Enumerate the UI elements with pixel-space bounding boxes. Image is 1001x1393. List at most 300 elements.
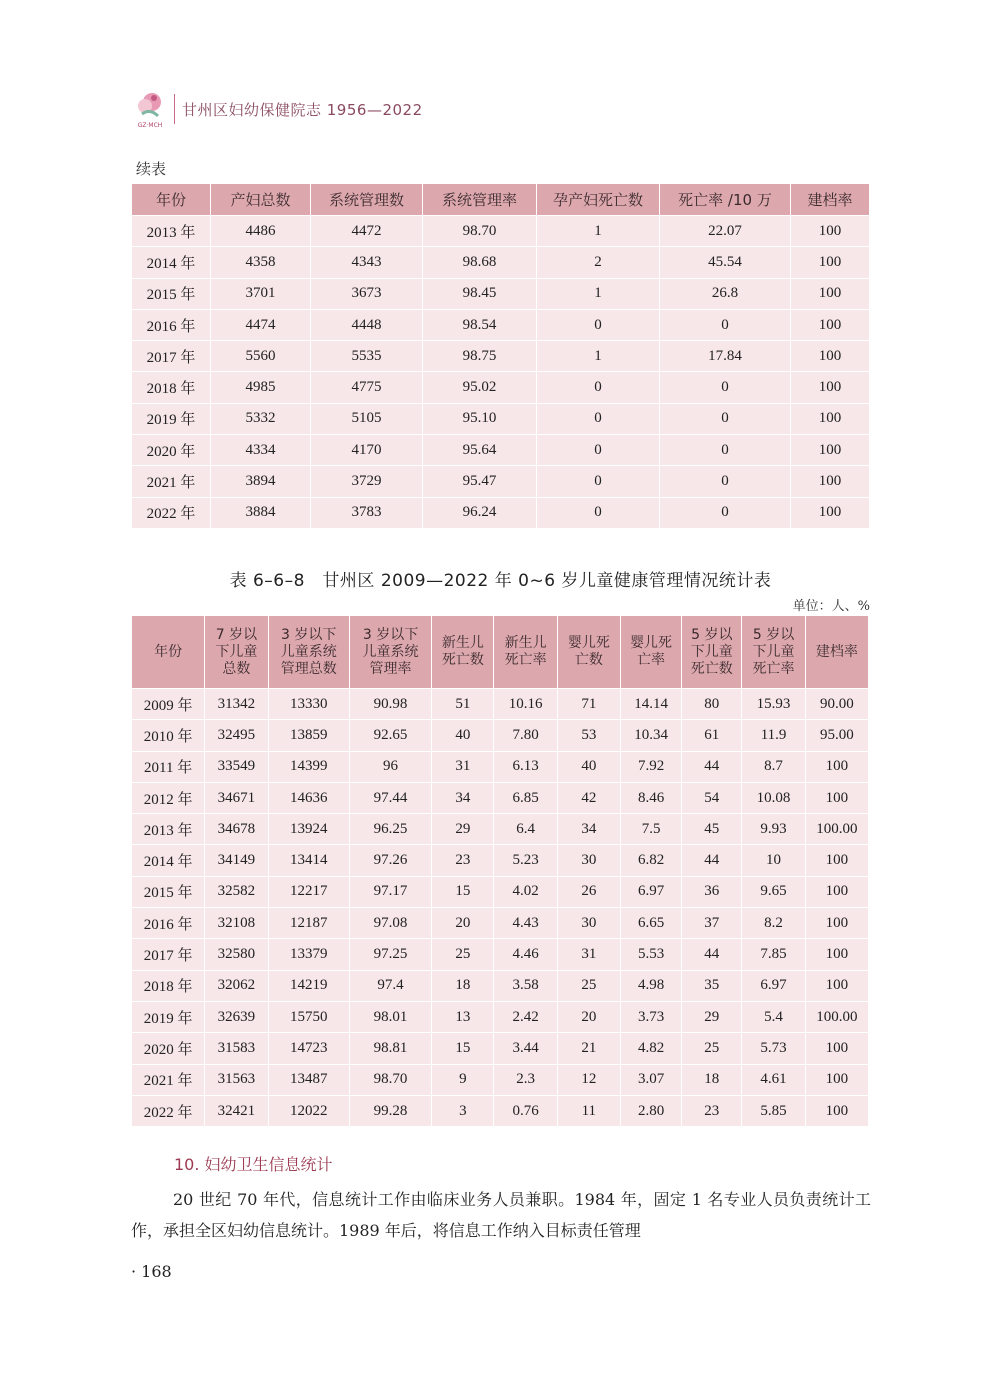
table-cell: 97.26 bbox=[349, 845, 431, 876]
column-header-line: 建档率 bbox=[815, 643, 858, 660]
table-row bbox=[132, 814, 869, 845]
table-cell: 25 bbox=[682, 1033, 742, 1064]
table-cell: 6.4 bbox=[494, 814, 557, 845]
table-cell: 40 bbox=[557, 751, 620, 782]
table-row bbox=[132, 782, 869, 813]
table-cell: 30 bbox=[557, 845, 620, 876]
table-row bbox=[132, 1001, 869, 1032]
column-header bbox=[805, 616, 868, 689]
year-cell: 2015 年 bbox=[132, 278, 211, 309]
table-cell: 37 bbox=[682, 908, 742, 939]
table-cell: 8.2 bbox=[742, 908, 805, 939]
table-row bbox=[132, 497, 870, 528]
table-cell: 12 bbox=[557, 1064, 620, 1095]
table-cell: 5560 bbox=[211, 341, 311, 372]
year-cell: 2021 年 bbox=[132, 466, 211, 497]
table-cell: 4486 bbox=[211, 216, 311, 247]
table-cell: 0.76 bbox=[494, 1095, 557, 1126]
column-header-line: 下儿童 bbox=[690, 643, 733, 660]
table-cell: 4474 bbox=[211, 309, 311, 340]
column-header bbox=[494, 616, 557, 689]
table-cell: 98.45 bbox=[423, 278, 537, 309]
column-header-line: 年份 bbox=[154, 643, 183, 660]
table-cell: 9.65 bbox=[742, 876, 805, 907]
table-cell: 90.98 bbox=[349, 689, 431, 720]
table-cell: 99.28 bbox=[349, 1095, 431, 1126]
table-cell: 30 bbox=[557, 908, 620, 939]
table-cell: 98.75 bbox=[423, 341, 537, 372]
table-cell: 10.08 bbox=[742, 782, 805, 813]
table-cell: 96.24 bbox=[423, 497, 537, 528]
table-cell: 26.8 bbox=[660, 278, 791, 309]
table-cell: 54 bbox=[682, 782, 742, 813]
table-cell: 71 bbox=[557, 689, 620, 720]
table-cell: 98.70 bbox=[423, 216, 537, 247]
table-cell: 6.13 bbox=[494, 751, 557, 782]
table-cell: 100 bbox=[791, 435, 870, 466]
column-header bbox=[349, 616, 431, 689]
column-header-line: 管理总数 bbox=[280, 660, 337, 677]
column-header-line: 7 岁以 bbox=[215, 626, 258, 643]
year-cell: 2011 年 bbox=[132, 751, 205, 782]
table-cell: 34 bbox=[432, 782, 494, 813]
table-cell: 0 bbox=[660, 372, 791, 403]
year-cell: 2012 年 bbox=[132, 782, 205, 813]
column-header-line: 新生儿 bbox=[441, 635, 484, 651]
table-cell: 12217 bbox=[268, 876, 349, 907]
year-cell: 2014 年 bbox=[132, 845, 205, 876]
table-cell: 96.25 bbox=[349, 814, 431, 845]
table-cell: 6.97 bbox=[620, 876, 681, 907]
table-cell: 4.46 bbox=[494, 939, 557, 970]
column-header bbox=[620, 616, 681, 689]
table-cell: 14.14 bbox=[620, 689, 681, 720]
table-cell: 1 bbox=[537, 216, 660, 247]
table-cell: 36 bbox=[682, 876, 742, 907]
table-cell: 34678 bbox=[205, 814, 268, 845]
table-cell: 40 bbox=[432, 720, 494, 751]
table-cell: 34671 bbox=[205, 782, 268, 813]
table-cell: 3.07 bbox=[620, 1064, 681, 1095]
table-cell: 5.4 bbox=[742, 1001, 805, 1032]
table-cell: 32639 bbox=[205, 1001, 268, 1032]
table-cell: 100 bbox=[805, 751, 868, 782]
column-header bbox=[432, 616, 494, 689]
table-cell: 2.80 bbox=[620, 1095, 681, 1126]
table-cell: 13487 bbox=[268, 1064, 349, 1095]
table-cell: 0 bbox=[660, 435, 791, 466]
table-cell: 4.82 bbox=[620, 1033, 681, 1064]
year-cell: 2015 年 bbox=[132, 876, 205, 907]
table-cell: 13330 bbox=[268, 689, 349, 720]
table-cell: 0 bbox=[537, 309, 660, 340]
page-header bbox=[132, 88, 532, 132]
table-cell: 3729 bbox=[311, 466, 423, 497]
maternal-health-table bbox=[131, 183, 870, 529]
table-cell: 100 bbox=[805, 876, 868, 907]
table-cell: 0 bbox=[537, 466, 660, 497]
table-cell: 13414 bbox=[268, 845, 349, 876]
table-cell: 4358 bbox=[211, 247, 311, 278]
table-cell: 18 bbox=[682, 1064, 742, 1095]
table-cell: 100 bbox=[791, 497, 870, 528]
table-cell: 98.01 bbox=[349, 1001, 431, 1032]
table-cell: 44 bbox=[682, 845, 742, 876]
column-header-line: 总数 bbox=[222, 660, 251, 677]
table-cell: 4334 bbox=[211, 435, 311, 466]
table-cell: 35 bbox=[682, 970, 742, 1001]
table-cell: 25 bbox=[557, 970, 620, 1001]
table-cell: 45.54 bbox=[660, 247, 791, 278]
column-header: 产妇总数 bbox=[211, 184, 311, 216]
table-cell: 4.61 bbox=[742, 1064, 805, 1095]
table-cell: 4472 bbox=[311, 216, 423, 247]
table-cell: 14636 bbox=[268, 782, 349, 813]
table-cell: 6.65 bbox=[620, 908, 681, 939]
table-cell: 4985 bbox=[211, 372, 311, 403]
table-row bbox=[132, 1064, 869, 1095]
table-unit: 单位：人、% bbox=[792, 599, 870, 614]
table-row bbox=[132, 341, 870, 372]
table-row bbox=[132, 247, 870, 278]
table-cell: 98.54 bbox=[423, 309, 537, 340]
table-cell: 98.81 bbox=[349, 1033, 431, 1064]
table-cell: 100 bbox=[805, 970, 868, 1001]
table-cell: 31563 bbox=[205, 1064, 268, 1095]
year-cell: 2013 年 bbox=[132, 814, 205, 845]
table-cell: 33549 bbox=[205, 751, 268, 782]
table-row bbox=[132, 876, 869, 907]
year-cell: 2013 年 bbox=[132, 216, 211, 247]
column-header-line: 儿童系统 bbox=[280, 643, 337, 660]
table-cell: 20 bbox=[432, 908, 494, 939]
table-row bbox=[132, 689, 869, 720]
table-cell: 5.73 bbox=[742, 1033, 805, 1064]
table-cell: 100 bbox=[791, 247, 870, 278]
table-cell: 100 bbox=[791, 372, 870, 403]
table-cell: 100 bbox=[805, 908, 868, 939]
column-header bbox=[682, 616, 742, 689]
table-row bbox=[132, 216, 870, 247]
table-cell: 100 bbox=[805, 1033, 868, 1064]
running-header-title: 甘州区妇幼保健院志 1956—2022 bbox=[182, 101, 423, 119]
table-cell: 2 bbox=[537, 247, 660, 278]
table-row bbox=[132, 720, 869, 751]
year-cell: 2018 年 bbox=[132, 372, 211, 403]
table-cell: 53 bbox=[557, 720, 620, 751]
table-cell: 15 bbox=[432, 876, 494, 907]
table-cell: 31342 bbox=[205, 689, 268, 720]
table-cell: 97.08 bbox=[349, 908, 431, 939]
table-cell: 13924 bbox=[268, 814, 349, 845]
table-row bbox=[132, 466, 870, 497]
table-cell: 31 bbox=[432, 751, 494, 782]
table-cell: 29 bbox=[432, 814, 494, 845]
table-cell: 44 bbox=[682, 939, 742, 970]
table-cell: 31 bbox=[557, 939, 620, 970]
column-header-line: 婴儿死 bbox=[630, 635, 673, 651]
table-cell: 23 bbox=[432, 845, 494, 876]
year-cell: 2017 年 bbox=[132, 939, 205, 970]
column-header bbox=[742, 616, 805, 689]
column-header-line: 死亡率 bbox=[752, 660, 795, 677]
table-cell: 6.85 bbox=[494, 782, 557, 813]
table-cell: 15.93 bbox=[742, 689, 805, 720]
body-paragraph: 20 世纪 70 年代，信息统计工作由临床业务人员兼职。1984 年，固定 1 名专业人员负责统计工作，承担全区妇幼信息统计。1989 年后，将信息工作纳入目标责任管理 bbox=[131, 1190, 871, 1240]
column-header-line: 亡数 bbox=[574, 652, 603, 668]
table-cell: 18 bbox=[432, 970, 494, 1001]
table-cell: 25 bbox=[432, 939, 494, 970]
table-cell: 51 bbox=[432, 689, 494, 720]
year-cell: 2016 年 bbox=[132, 908, 205, 939]
column-header: 年份 bbox=[132, 184, 211, 216]
header-divider bbox=[174, 94, 175, 124]
table-cell: 3.73 bbox=[620, 1001, 681, 1032]
column-header-line: 3 岁以下 bbox=[362, 626, 419, 643]
table-cell: 0 bbox=[537, 403, 660, 434]
table-cell: 4.02 bbox=[494, 876, 557, 907]
table-cell: 34 bbox=[557, 814, 620, 845]
column-header: 系统管理率 bbox=[423, 184, 537, 216]
year-cell: 2016 年 bbox=[132, 309, 211, 340]
table-cell: 2.42 bbox=[494, 1001, 557, 1032]
table-cell: 12022 bbox=[268, 1095, 349, 1126]
table-row bbox=[132, 751, 869, 782]
table-row bbox=[132, 908, 869, 939]
logo-icon bbox=[132, 88, 168, 132]
column-header-line: 死亡数 bbox=[441, 652, 484, 668]
table-cell: 26 bbox=[557, 876, 620, 907]
table-cell: 45 bbox=[682, 814, 742, 845]
column-header: 建档率 bbox=[791, 184, 870, 216]
table-cell: 6.82 bbox=[620, 845, 681, 876]
table-row bbox=[132, 372, 870, 403]
column-header-line: 婴儿死 bbox=[567, 635, 610, 651]
table-cell: 20 bbox=[557, 1001, 620, 1032]
year-cell: 2019 年 bbox=[132, 1001, 205, 1032]
table-cell: 44 bbox=[682, 751, 742, 782]
table-cell: 95.00 bbox=[805, 720, 868, 751]
table-cell: 15 bbox=[432, 1033, 494, 1064]
column-header-line: 死亡数 bbox=[690, 660, 733, 677]
table-cell: 21 bbox=[557, 1033, 620, 1064]
column-header bbox=[268, 616, 349, 689]
column-header bbox=[205, 616, 268, 689]
table-cell: 97.25 bbox=[349, 939, 431, 970]
page-number: · 168 bbox=[131, 1262, 172, 1281]
table-cell: 3673 bbox=[311, 278, 423, 309]
table-cell: 0 bbox=[537, 435, 660, 466]
table-cell: 100 bbox=[805, 782, 868, 813]
table-cell: 14219 bbox=[268, 970, 349, 1001]
column-header-line: 下儿童 bbox=[752, 643, 795, 660]
column-header-line: 新生儿 bbox=[504, 635, 547, 651]
table-cell: 80 bbox=[682, 689, 742, 720]
table-cell: 5105 bbox=[311, 403, 423, 434]
table-cell: 5.23 bbox=[494, 845, 557, 876]
table-cell: 1 bbox=[537, 278, 660, 309]
table-cell: 100 bbox=[805, 939, 868, 970]
table-cell: 95.47 bbox=[423, 466, 537, 497]
table-cell: 4170 bbox=[311, 435, 423, 466]
table-row bbox=[132, 435, 870, 466]
column-header: 死亡率 /10 万 bbox=[660, 184, 791, 216]
table-cell: 5535 bbox=[311, 341, 423, 372]
table-cell: 100 bbox=[791, 309, 870, 340]
logo-text: GZ·MCH bbox=[137, 122, 163, 129]
column-header-line: 5 岁以 bbox=[691, 626, 733, 643]
table-cell: 100 bbox=[805, 1095, 868, 1126]
table-cell: 5.85 bbox=[742, 1095, 805, 1126]
column-header bbox=[557, 616, 620, 689]
table-cell: 3701 bbox=[211, 278, 311, 309]
table-cell: 0 bbox=[660, 466, 791, 497]
table-cell: 3783 bbox=[311, 497, 423, 528]
table-cell: 100 bbox=[791, 466, 870, 497]
year-cell: 2018 年 bbox=[132, 970, 205, 1001]
table-cell: 7.85 bbox=[742, 939, 805, 970]
table-cell: 0 bbox=[660, 497, 791, 528]
table-cell: 7.92 bbox=[620, 751, 681, 782]
table-cell: 4343 bbox=[311, 247, 423, 278]
table-cell: 3.44 bbox=[494, 1033, 557, 1064]
year-cell: 2010 年 bbox=[132, 720, 205, 751]
year-cell: 2021 年 bbox=[132, 1064, 205, 1095]
column-header bbox=[132, 616, 205, 689]
table-cell: 92.65 bbox=[349, 720, 431, 751]
column-header-line: 下儿童 bbox=[215, 643, 258, 660]
table-cell: 32582 bbox=[205, 876, 268, 907]
table-cell: 97.17 bbox=[349, 876, 431, 907]
table-cell: 11 bbox=[557, 1095, 620, 1126]
table-row bbox=[132, 278, 870, 309]
year-cell: 2009 年 bbox=[132, 689, 205, 720]
table-header-row bbox=[132, 184, 870, 216]
table-row bbox=[132, 845, 869, 876]
column-header-line: 管理率 bbox=[369, 660, 412, 677]
table-cell: 7.5 bbox=[620, 814, 681, 845]
table-cell: 23 bbox=[682, 1095, 742, 1126]
table-cell: 4448 bbox=[311, 309, 423, 340]
table-cell: 34149 bbox=[205, 845, 268, 876]
table-cell: 42 bbox=[557, 782, 620, 813]
table-cell: 8.7 bbox=[742, 751, 805, 782]
table-row bbox=[132, 970, 869, 1001]
table-cell: 32495 bbox=[205, 720, 268, 751]
table-row bbox=[132, 403, 870, 434]
table-cell: 6.97 bbox=[742, 970, 805, 1001]
year-cell: 2017 年 bbox=[132, 341, 211, 372]
table-cell: 3884 bbox=[211, 497, 311, 528]
table-row bbox=[132, 939, 869, 970]
column-header-line: 3 岁以下 bbox=[281, 626, 337, 643]
year-cell: 2020 年 bbox=[132, 435, 211, 466]
table-cell: 100 bbox=[791, 403, 870, 434]
year-cell: 2014 年 bbox=[132, 247, 211, 278]
table-row bbox=[132, 1095, 869, 1126]
table-cell: 100 bbox=[791, 341, 870, 372]
table-caption: 表 6–6–8 甘州区 2009—2022 年 0~6 岁儿童健康管理情况统计表 bbox=[229, 571, 772, 591]
table-cell: 100.00 bbox=[805, 1001, 868, 1032]
table-cell: 17.84 bbox=[660, 341, 791, 372]
child-health-table bbox=[131, 615, 869, 1127]
table-cell: 10.16 bbox=[494, 689, 557, 720]
column-header-line: 亡率 bbox=[637, 652, 666, 668]
table-header-row bbox=[132, 616, 869, 689]
table-cell: 9 bbox=[432, 1064, 494, 1095]
table-cell: 97.44 bbox=[349, 782, 431, 813]
table-cell: 100 bbox=[805, 845, 868, 876]
section-heading: 10. 妇幼卫生信息统计 bbox=[174, 1155, 333, 1174]
table-cell: 0 bbox=[537, 372, 660, 403]
table-row bbox=[132, 1033, 869, 1064]
table-cell: 15750 bbox=[268, 1001, 349, 1032]
table-cell: 7.80 bbox=[494, 720, 557, 751]
table-cell: 90.00 bbox=[805, 689, 868, 720]
table-cell: 31583 bbox=[205, 1033, 268, 1064]
table-cell: 95.10 bbox=[423, 403, 537, 434]
table-cell: 12187 bbox=[268, 908, 349, 939]
column-header: 孕产妇死亡数 bbox=[537, 184, 660, 216]
table-cell: 4.98 bbox=[620, 970, 681, 1001]
table-cell: 29 bbox=[682, 1001, 742, 1032]
table-cell: 95.64 bbox=[423, 435, 537, 466]
year-cell: 2022 年 bbox=[132, 497, 211, 528]
table-cell: 3894 bbox=[211, 466, 311, 497]
table-cell: 10.34 bbox=[620, 720, 681, 751]
table-cell: 0 bbox=[537, 497, 660, 528]
table-cell: 9.93 bbox=[742, 814, 805, 845]
table-cell: 8.46 bbox=[620, 782, 681, 813]
table-cell: 98.70 bbox=[349, 1064, 431, 1095]
table-cell: 0 bbox=[660, 309, 791, 340]
table-cell: 10 bbox=[742, 845, 805, 876]
continuation-label: 续表 bbox=[136, 160, 167, 178]
table-row bbox=[132, 309, 870, 340]
table-cell: 11.9 bbox=[742, 720, 805, 751]
year-cell: 2020 年 bbox=[132, 1033, 205, 1064]
table-cell: 14399 bbox=[268, 751, 349, 782]
table-cell: 3 bbox=[432, 1095, 494, 1126]
table-cell: 5.53 bbox=[620, 939, 681, 970]
table-cell: 96 bbox=[349, 751, 431, 782]
column-header: 系统管理数 bbox=[311, 184, 423, 216]
table-cell: 2.3 bbox=[494, 1064, 557, 1095]
table-cell: 5332 bbox=[211, 403, 311, 434]
year-cell: 2022 年 bbox=[132, 1095, 205, 1126]
column-header-line: 5 岁以 bbox=[752, 626, 795, 643]
table-cell: 98.68 bbox=[423, 247, 537, 278]
table-cell: 14723 bbox=[268, 1033, 349, 1064]
table-cell: 0 bbox=[660, 403, 791, 434]
year-cell: 2019 年 bbox=[132, 403, 211, 434]
column-header-line: 死亡率 bbox=[504, 652, 547, 668]
table-cell: 4775 bbox=[311, 372, 423, 403]
table-cell: 13859 bbox=[268, 720, 349, 751]
table-cell: 100 bbox=[805, 1064, 868, 1095]
table-cell: 13 bbox=[432, 1001, 494, 1032]
table-cell: 22.07 bbox=[660, 216, 791, 247]
table-cell: 1 bbox=[537, 341, 660, 372]
table-cell: 32108 bbox=[205, 908, 268, 939]
table-cell: 61 bbox=[682, 720, 742, 751]
table-cell: 13379 bbox=[268, 939, 349, 970]
table-cell: 32062 bbox=[205, 970, 268, 1001]
table-cell: 32421 bbox=[205, 1095, 268, 1126]
table-cell: 32580 bbox=[205, 939, 268, 970]
column-header-line: 儿童系统 bbox=[362, 643, 419, 660]
table-cell: 100 bbox=[791, 278, 870, 309]
